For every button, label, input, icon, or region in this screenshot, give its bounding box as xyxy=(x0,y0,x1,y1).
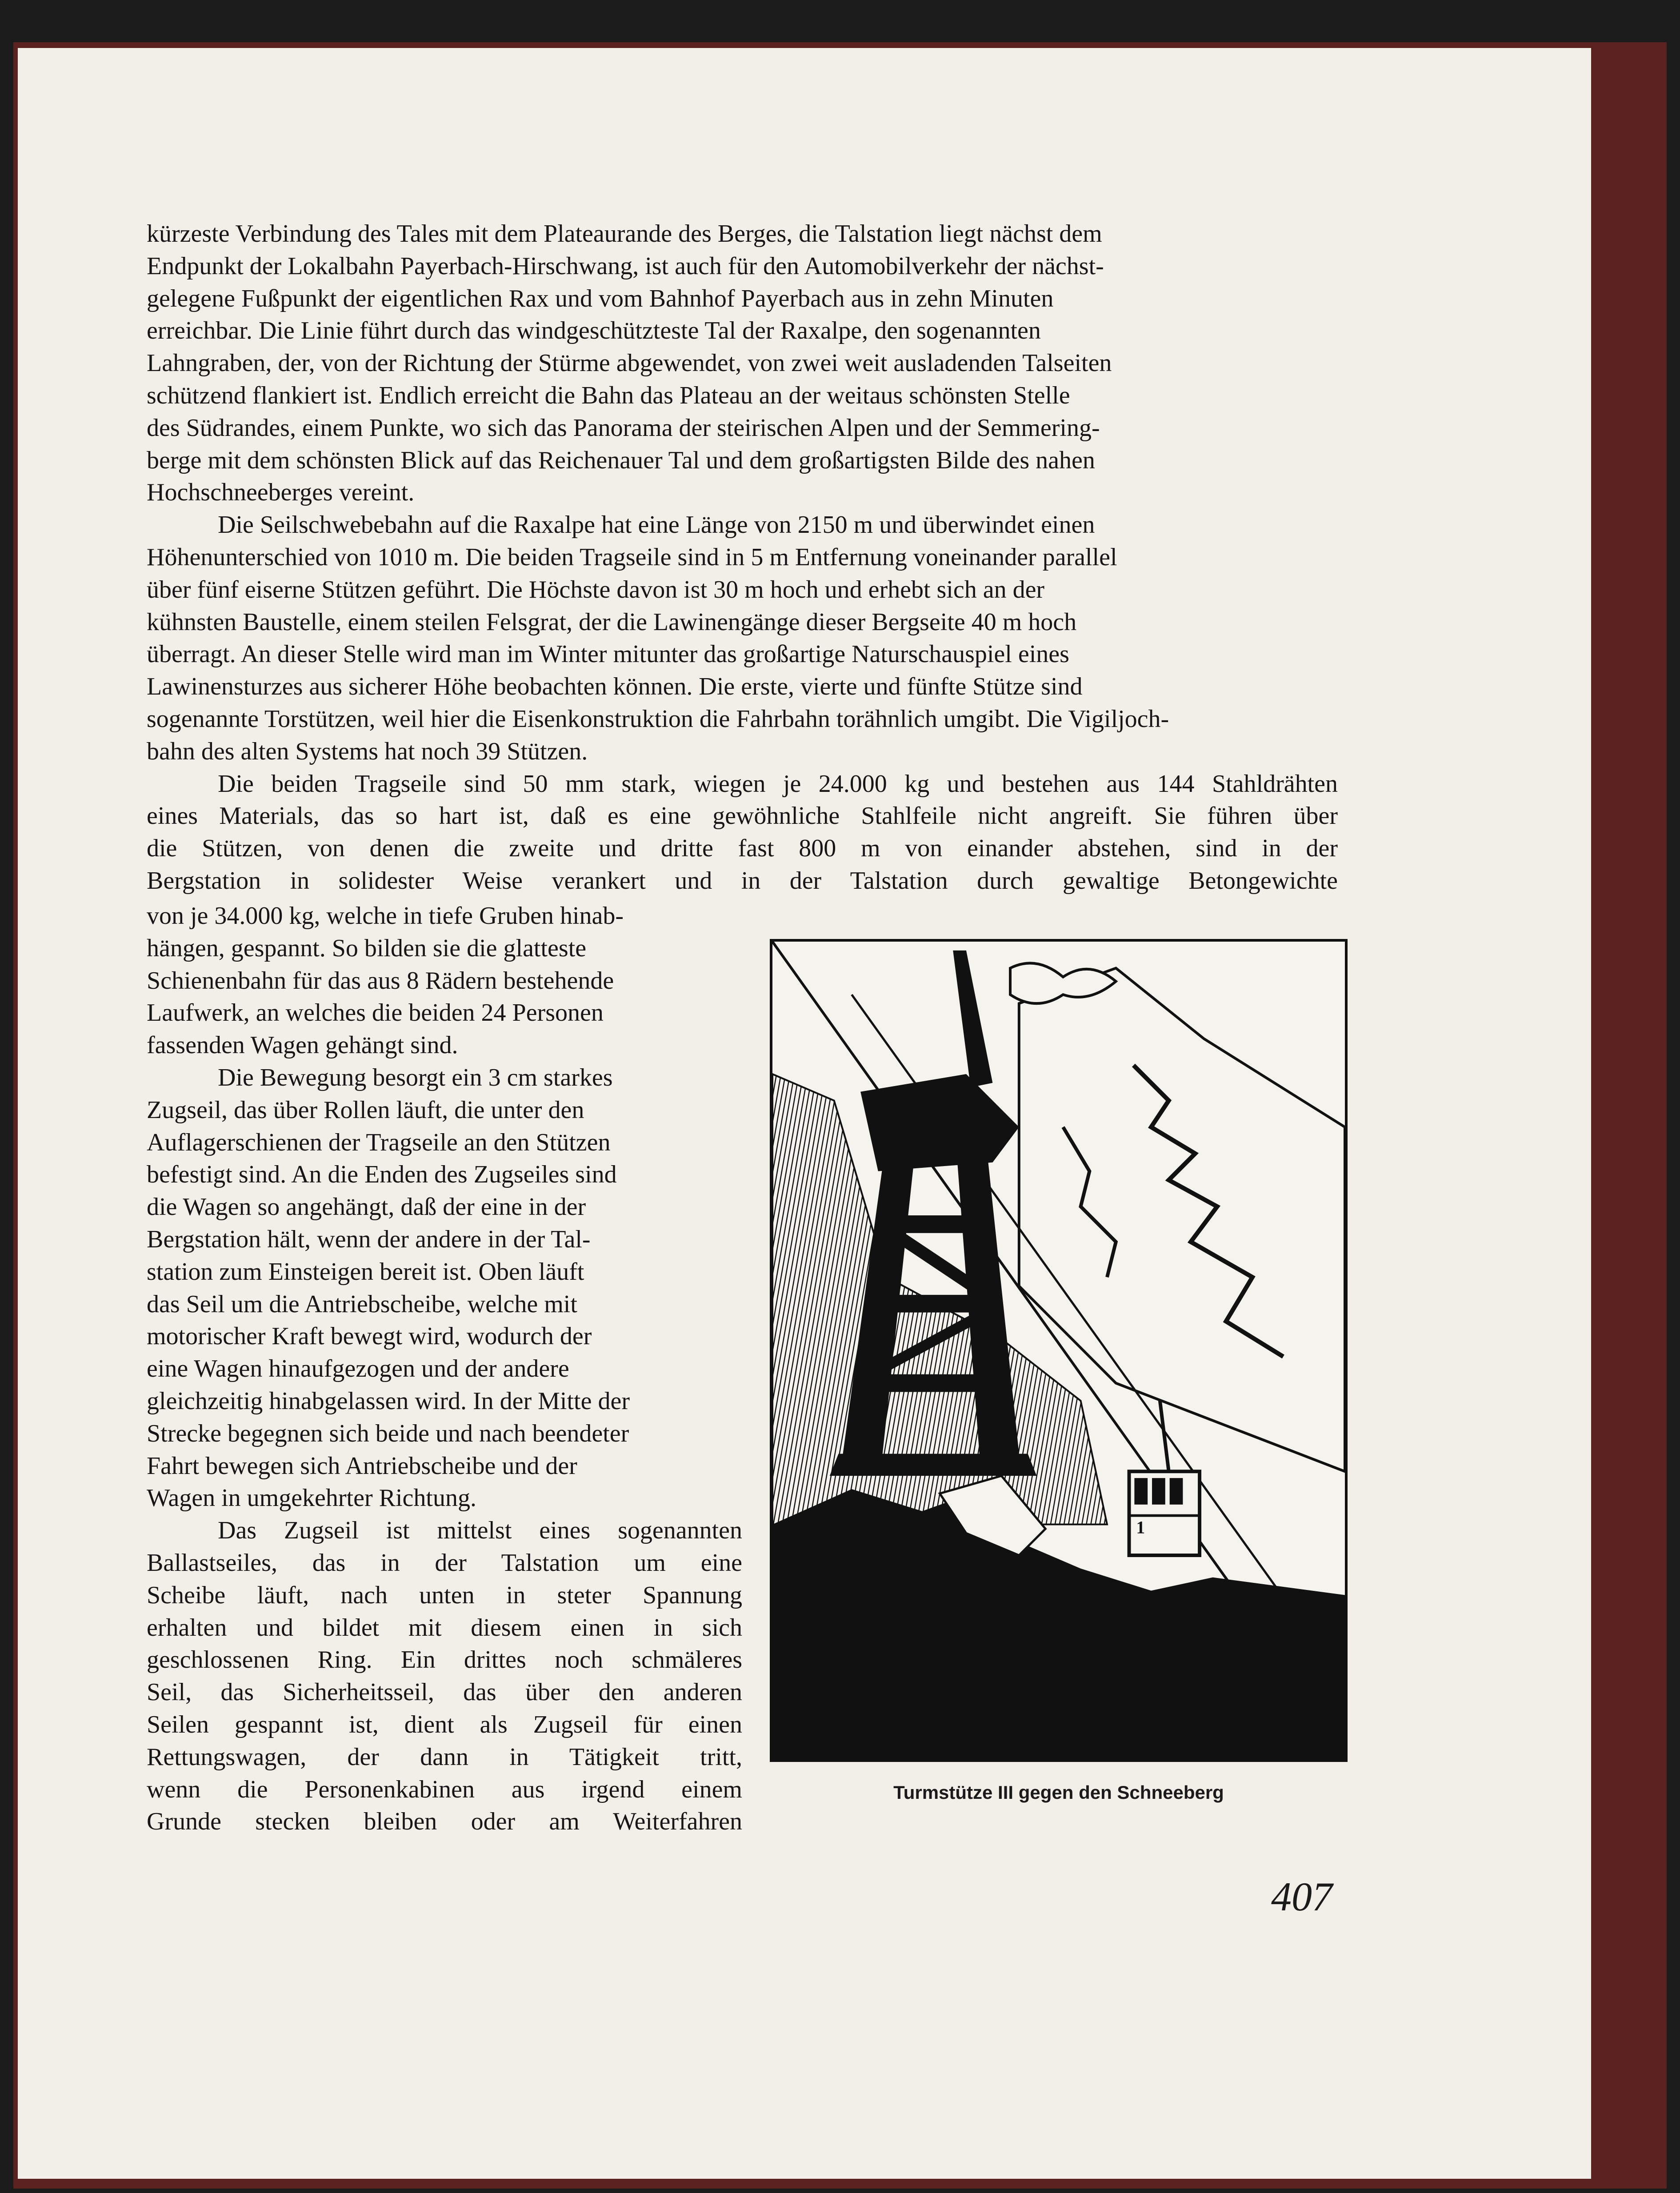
text-line: fassenden Wagen gehängt sind. xyxy=(147,1031,458,1059)
text-line: wenn die Personenkabinen aus irgend einem xyxy=(147,1775,742,1803)
text-line: gelegene Fußpunkt der eigentlichen Rax und vom Bahnhof Payerbach aus in zehn Minuten xyxy=(147,284,1054,312)
text-line: motorischer Kraft bewegt wird, wodurch der xyxy=(147,1322,592,1350)
text-line: Das Zugseil ist mittelst eines sogenannten xyxy=(218,1517,742,1545)
paragraph-2 xyxy=(147,509,1338,767)
text-line: von je 34.000 kg, welche in tiefe Gruben hinab- xyxy=(147,902,624,930)
text-line: Seil, das Sicherheitsseil, das über den anderen xyxy=(147,1678,742,1706)
text-line: über fünf eiserne Stützen geführt. Die Höchste davon ist 30 m hoch und erhebt sich an der xyxy=(147,575,1045,603)
text-line: Fahrt bewegen sich Antriebscheibe und der xyxy=(147,1452,577,1480)
text-line: Laufwerk, an welches die beiden 24 Personen xyxy=(147,999,604,1027)
body-text-left-column xyxy=(147,900,742,1838)
text-line: Wagen in umgekehrter Richtung. xyxy=(147,1484,476,1512)
text-line: Lahngraben, der, von der Richtung der Stürme abgewendet, von zwei weit ausladenden Talseiten xyxy=(147,349,1112,377)
text-line: Bergstation in solidester Weise verankert und in der Talstation durch gewaltige Betongewichte xyxy=(147,867,1338,895)
text-line: gleichzeitig hinabgelassen wird. In der Mitte der xyxy=(147,1387,630,1415)
paragraph-1 xyxy=(147,218,1338,509)
text-line: sogenannte Torstützen, weil hier die Eisenkonstruktion die Fahrbahn torähnlich umgibt. Die Vigiljoch- xyxy=(147,705,1169,733)
text-line: station zum Einsteigen bereit ist. Oben läuft xyxy=(147,1258,584,1286)
text-line: Auflagerschienen der Tragseile an den Stützen xyxy=(147,1128,611,1156)
text-line: eine Wagen hinaufgezogen und der andere xyxy=(147,1355,569,1383)
text-line: Endpunkt der Lokalbahn Payerbach-Hirschwang, ist auch für den Automobilverkehr der nächst- xyxy=(147,252,1104,280)
cabin-number: 1 xyxy=(1136,1518,1145,1538)
text-line: schützend flankiert ist. Endlich erreicht die Bahn das Plateau an der weitaus schönsten Stelle xyxy=(147,381,1070,409)
text-line: das Seil um die Antriebscheibe, welche mit xyxy=(147,1290,577,1318)
text-line: Die beiden Tragseile sind 50 mm stark, wiegen je 24.000 kg und bestehen aus 144 Stahldrähten xyxy=(218,770,1338,798)
text-line: Rettungswagen, der dann in Tätigkeit tritt, xyxy=(147,1743,742,1771)
text-line: kühnsten Baustelle, einem steilen Felsgrat, der die Lawinengänge dieser Bergseite 40 m hoch xyxy=(147,608,1077,636)
text-line: bahn des alten Systems hat noch 39 Stützen. xyxy=(147,737,588,765)
text-line: Lawinensturzes aus sicherer Höhe beobachten können. Die erste, vierte und fünfte Stütze sind xyxy=(147,673,1083,701)
text-line: eines Materials, das so hart ist, daß es eine gewöhnliche Stahlfeile nicht angreift. Sie führen über xyxy=(147,802,1338,830)
text-line: Die Seilschwebebahn auf die Raxalpe hat eine Länge von 2150 m und überwindet einen xyxy=(218,511,1095,539)
text-line: Seilen gespannt ist, dient als Zugseil für einen xyxy=(147,1710,742,1738)
text-line: Schienenbahn für das aus 8 Rädern bestehende xyxy=(147,967,614,995)
text-line: Höhenunterschied von 1010 m. Die beiden Tragseile sind in 5 m Entfernung voneinander parallel xyxy=(147,543,1117,571)
text-line: befestigt sind. An die Enden des Zugseiles sind xyxy=(147,1161,617,1189)
text-line: geschlossenen Ring. Ein drittes noch schmäleres xyxy=(147,1646,742,1674)
text-line: kürzeste Verbindung des Tales mit dem Plateaurande des Berges, die Talstation liegt nächst dem xyxy=(147,220,1102,248)
paragraph-5 xyxy=(147,1514,742,1838)
paragraph-4 xyxy=(147,1062,742,1514)
text-line: Hochschneeberges vereint. xyxy=(147,479,415,507)
cable-car-illustration xyxy=(770,939,1348,1762)
text-line: berge mit dem schönsten Blick auf das Reichenauer Tal und dem großartigsten Bilde des nahen xyxy=(147,446,1095,474)
page-number: 407 xyxy=(1271,1874,1332,1919)
text-line: die Wagen so angehängt, daß der eine in der xyxy=(147,1193,586,1221)
body-text-top xyxy=(147,218,1338,897)
text-line: des Südrandes, einem Punkte, wo sich das Panorama der steirischen Alpen und der Semmering- xyxy=(147,414,1100,442)
text-line: Bergstation hält, wenn der andere in der Tal- xyxy=(147,1225,591,1253)
text-line: Zugseil, das über Rollen läuft, die unter den xyxy=(147,1096,584,1124)
text-line: hängen, gespannt. So bilden sie die glatteste xyxy=(147,934,587,962)
text-line: überragt. An dieser Stelle wird man im Winter mitunter das großartige Naturschauspiel eines xyxy=(147,640,1069,668)
figure-caption: Turmstütze III gegen den Schneeberg xyxy=(893,1782,1224,1803)
text-line: Ballastseiles, das in der Talstation um eine xyxy=(147,1549,742,1577)
paragraph-3-continued xyxy=(147,900,742,1062)
gondola-cabin xyxy=(1129,1401,1200,1555)
text-line: erreichbar. Die Linie führt durch das windgeschützteste Tal der Raxalpe, den sogenannten xyxy=(147,317,1041,345)
text-line: Die Bewegung besorgt ein 3 cm starkes xyxy=(218,1063,613,1091)
text-line: Scheibe läuft, nach unten in steter Spannung xyxy=(147,1581,742,1609)
text-line: Strecke begegnen sich beide und nach beendeter xyxy=(147,1419,629,1447)
paragraph-3 xyxy=(147,768,1338,897)
illustration-svg xyxy=(772,942,1345,1759)
text-line: erhalten und bildet mit diesem einen in sich xyxy=(147,1614,742,1642)
text-line: Grunde stecken bleiben oder am Weiterfahren xyxy=(147,1808,742,1836)
text-line: die Stützen, von denen die zweite und dritte fast 800 m von einander abstehen, sind in der xyxy=(147,835,1338,863)
